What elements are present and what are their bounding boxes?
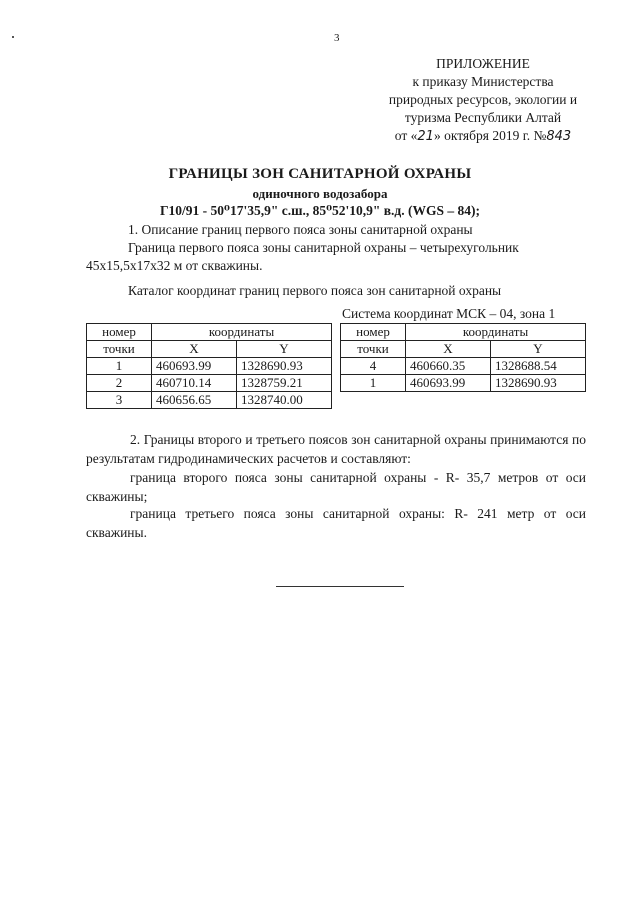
header-point-1: номер bbox=[87, 324, 152, 341]
header-point-2: точки bbox=[87, 341, 152, 358]
cell-y: 1328688.54 bbox=[491, 358, 586, 375]
appendix-title: ПРИЛОЖЕНИЕ bbox=[436, 56, 530, 71]
cell-y: 1328690.93 bbox=[237, 358, 332, 375]
appendix-line-2: природных ресурсов, экологии и bbox=[388, 92, 578, 107]
scan-speck bbox=[12, 36, 14, 38]
order-number-handwritten: 843 bbox=[546, 129, 572, 144]
cell-y: 1328690.93 bbox=[491, 375, 586, 392]
document-subtitle: одиночного водозабора bbox=[252, 186, 388, 201]
cell-x: 460656.65 bbox=[152, 392, 237, 409]
date-rest: » октября 2019 г. № bbox=[433, 128, 547, 143]
date-day-handwritten: 21 bbox=[417, 129, 434, 144]
table-row bbox=[87, 358, 332, 375]
section1-title: 1. Описание границ первого пояса зоны санитарной охраны bbox=[128, 222, 473, 237]
closing-rule bbox=[276, 586, 404, 587]
cell-x: 460660.35 bbox=[406, 358, 491, 375]
appendix-line-3: туризма Республики Алтай bbox=[404, 110, 562, 125]
table-row bbox=[87, 392, 332, 409]
header-y: Y bbox=[237, 341, 332, 358]
page-number: 3 bbox=[334, 32, 340, 44]
section2-paragraph-2 bbox=[86, 468, 586, 506]
section2-p3-text: граница третьего пояса зоны санитарной охраны: R- 241 метр от оси скважины. bbox=[86, 506, 586, 540]
cell-point: 1 bbox=[341, 375, 406, 392]
section2-paragraph-1 bbox=[86, 430, 586, 468]
section1-text-line2: 45х15,5х17х32 м от скважины. bbox=[86, 258, 263, 273]
coords-table-left bbox=[86, 323, 332, 409]
header-point-1: номер bbox=[341, 324, 406, 341]
section1-text-line1: Граница первого пояса зоны санитарной охраны – четырехугольник bbox=[128, 240, 519, 255]
intake-coordinates-line: Г10/91 - 50⁰17'35,9" с.ш., 85⁰52'10,9" в.д. (WGS – 84); bbox=[159, 203, 481, 218]
table-row bbox=[341, 358, 586, 375]
document-title: ГРАНИЦЫ ЗОН САНИТАРНОЙ ОХРАНЫ bbox=[168, 166, 472, 182]
cell-point: 3 bbox=[87, 392, 152, 409]
cell-point: 1 bbox=[87, 358, 152, 375]
coordinate-system-label: Система координат МСК – 04, зона 1 bbox=[342, 306, 556, 321]
cell-point: 4 bbox=[341, 358, 406, 375]
header-coordinates: координаты bbox=[152, 324, 332, 341]
catalog-title: Каталог координат границ первого пояса зон санитарной охраны bbox=[128, 283, 502, 298]
header-point-2: точки bbox=[341, 341, 406, 358]
cell-y: 1328759.21 bbox=[237, 375, 332, 392]
section2-p2-text: граница второго пояса зоны санитарной охраны - R- 35,7 метров от оси скважины; bbox=[86, 470, 586, 504]
table-row bbox=[341, 375, 586, 392]
header-x: X bbox=[406, 341, 491, 358]
cell-x: 460693.99 bbox=[152, 358, 237, 375]
section2-p1-text: 2. Границы второго и третьего поясов зон санитарной охраны принимаются по результатам гидродинамических расчетов и составляют: bbox=[86, 432, 586, 466]
header-y: Y bbox=[491, 341, 586, 358]
header-x: X bbox=[152, 341, 237, 358]
cell-point: 2 bbox=[87, 375, 152, 392]
table-row bbox=[87, 375, 332, 392]
appendix-line-1: к приказу Министерства bbox=[412, 74, 554, 89]
section2-paragraph-3 bbox=[86, 504, 586, 542]
cell-x: 460710.14 bbox=[152, 375, 237, 392]
date-prefix: от « bbox=[394, 128, 418, 143]
coords-table-right bbox=[340, 323, 586, 392]
appendix-date-line bbox=[360, 126, 606, 147]
cell-y: 1328740.00 bbox=[237, 392, 332, 409]
cell-x: 460693.99 bbox=[406, 375, 491, 392]
header-coordinates: координаты bbox=[406, 324, 586, 341]
